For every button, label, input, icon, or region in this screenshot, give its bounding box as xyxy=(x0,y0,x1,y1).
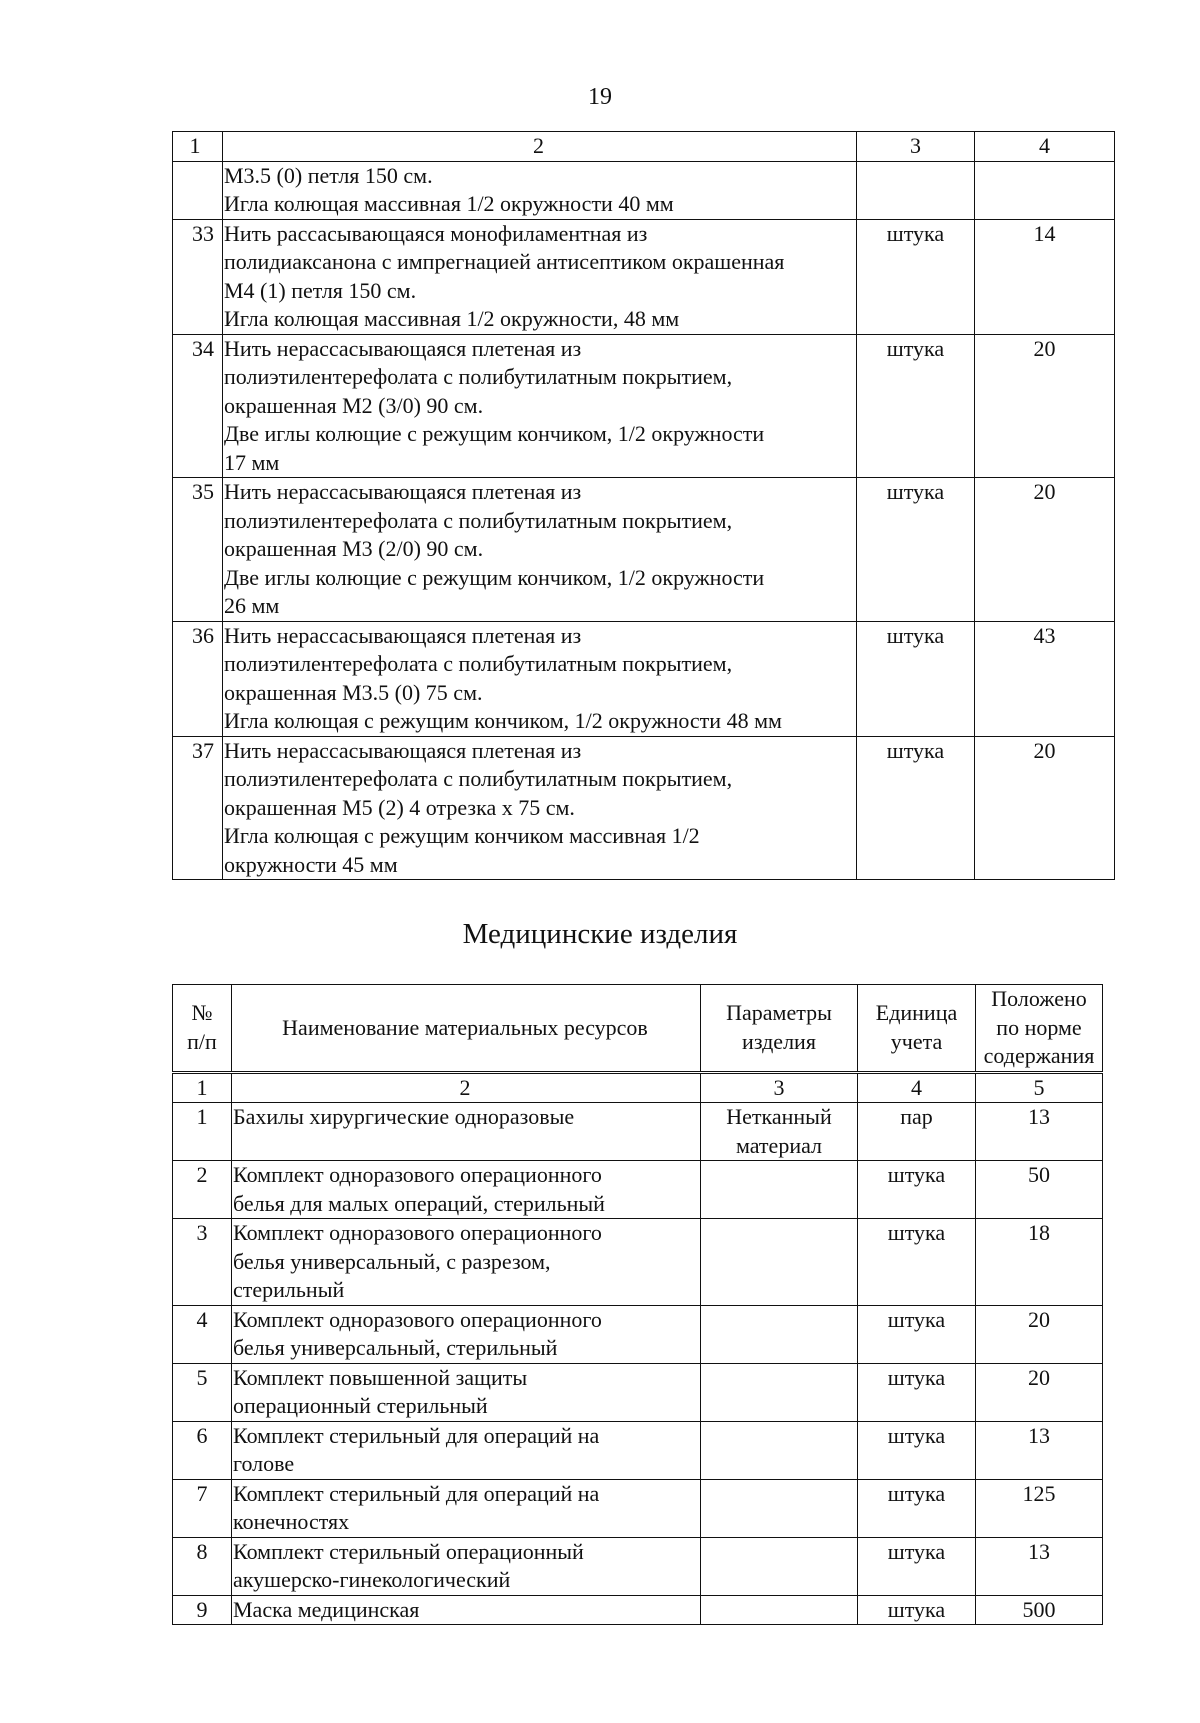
item-name-cell-line: Нить нерассасывающаяся плетеная из xyxy=(224,622,582,648)
header-params-cell-line: изделия xyxy=(742,1028,816,1054)
table-row xyxy=(173,1161,1103,1219)
quantity-cell: 14 xyxy=(975,219,1115,334)
item-name-cell-line: голове xyxy=(233,1451,295,1476)
item-name-cell-line: Комплект стерильный для операций на xyxy=(233,1422,600,1448)
table-row xyxy=(173,1421,1103,1479)
item-name-cell-line: Комплект стерильный для операций на xyxy=(233,1480,600,1506)
row-number-cell xyxy=(173,161,223,219)
row-number-cell: 9 xyxy=(173,1595,232,1625)
unit-cell: штука xyxy=(858,1363,976,1421)
quantity-cell: 20 xyxy=(976,1305,1103,1363)
quantity-cell: 13 xyxy=(976,1103,1103,1161)
header-params-cell xyxy=(701,985,858,1073)
quantity-cell: 13 xyxy=(976,1537,1103,1595)
item-name-cell-line: полиэтилентерефолата с полибутилатным покрытием, xyxy=(224,507,733,533)
table-row xyxy=(173,1219,1103,1306)
item-name-cell-line: Нить рассасывающаяся монофиламентная из xyxy=(224,220,648,246)
column-number-cell: 4 xyxy=(858,1072,976,1103)
column-number-cell: 5 xyxy=(976,1072,1103,1103)
item-name-cell-line: Комплект одноразового операционного xyxy=(233,1162,602,1187)
item-name-cell-line: 26 мм xyxy=(224,593,280,618)
item-name-cell-line: Две иглы колющие с режущим кончиком, 1/2 окружности xyxy=(224,421,765,446)
item-name-cell-line: окружности 45 мм xyxy=(224,851,398,877)
row-number-cell: 2 xyxy=(173,1161,232,1219)
table-row xyxy=(173,1479,1103,1537)
page-number: 19 xyxy=(588,84,612,110)
item-name-cell-line: белья для малых операций, стерильный xyxy=(233,1190,605,1216)
params-cell xyxy=(701,1595,858,1625)
header-number-cell-line: № xyxy=(191,1000,213,1026)
unit-cell: штука xyxy=(857,621,975,736)
quantity-cell: 20 xyxy=(975,736,1115,880)
header-unit-cell-line: учета xyxy=(890,1028,943,1054)
unit-cell: штука xyxy=(857,334,975,478)
item-name-cell-line: 17 мм xyxy=(224,449,280,475)
unit-cell: штука xyxy=(858,1305,976,1363)
column-number-cell: 2 xyxy=(223,132,857,162)
table-row xyxy=(173,1103,1103,1161)
item-name-cell-line: белья универсальный, с разрезом, xyxy=(233,1248,551,1274)
row-number-cell: 34 xyxy=(173,334,223,478)
column-number-cell: 4 xyxy=(975,132,1115,162)
column-number-cell: 1 xyxy=(173,1072,232,1103)
header-unit-cell xyxy=(858,985,976,1073)
table-row xyxy=(173,1595,1103,1625)
item-name-cell xyxy=(232,1421,701,1479)
table-row xyxy=(173,1305,1103,1363)
quantity-cell: 13 xyxy=(976,1421,1103,1479)
header-name-cell xyxy=(232,985,701,1073)
header-norm-cell-line: Положено xyxy=(991,986,1087,1011)
params-cell-line: материал xyxy=(735,1132,823,1158)
quantity-cell: 43 xyxy=(975,621,1115,736)
params-cell xyxy=(701,1479,858,1537)
unit-cell: штука xyxy=(857,219,975,334)
item-name-cell-line: Комплект одноразового операционного xyxy=(233,1306,602,1332)
item-name-cell xyxy=(223,736,857,880)
unit-cell: штука xyxy=(858,1421,976,1479)
item-name-cell-line: полиэтилентерефолата с полибутилатным покрытием, xyxy=(224,766,733,791)
item-name-cell-line: полидиаксанона с импрегнацией антисептиком окрашенная xyxy=(224,249,785,274)
quantity-cell: 20 xyxy=(975,334,1115,478)
row-number-cell: 8 xyxy=(173,1537,232,1595)
item-name-cell-line: Игла колющая с режущим кончиком массивная 1/2 xyxy=(224,823,700,848)
item-name-cell xyxy=(232,1103,701,1161)
quantity-cell: 20 xyxy=(976,1363,1103,1421)
header-norm-cell xyxy=(976,985,1103,1073)
params-cell xyxy=(701,1103,858,1161)
item-name-cell-line: Игла колющая массивная 1/2 окружности 40 мм xyxy=(224,191,674,216)
item-name-cell-line: Нить нерассасывающаяся плетеная из xyxy=(224,479,582,504)
params-cell xyxy=(701,1421,858,1479)
item-name-cell-line: конечностях xyxy=(233,1509,350,1534)
item-name-cell-line: операционный стерильный xyxy=(233,1393,488,1418)
medical-products-table xyxy=(172,984,1103,1625)
item-name-cell-line: Две иглы колющие с режущим кончиком, 1/2 окружности xyxy=(224,564,765,590)
item-name-cell xyxy=(232,1161,701,1219)
table-row xyxy=(173,161,1115,219)
item-name-cell-line: стерильный xyxy=(233,1277,345,1302)
item-name-cell-line: Нить нерассасывающаяся плетеная из xyxy=(224,737,582,763)
item-name-cell-line: окрашенная М3 (2/0) 90 см. xyxy=(224,536,484,561)
params-cell xyxy=(701,1537,858,1595)
table-header-row xyxy=(173,132,1115,162)
unit-cell: штука xyxy=(857,736,975,880)
row-number-cell: 1 xyxy=(173,1103,232,1161)
item-name-cell-line: Комплект стерильный операционный xyxy=(233,1538,584,1564)
table-row xyxy=(173,736,1115,880)
quantity-cell xyxy=(975,161,1115,219)
item-name-cell-line: Нить нерассасывающаяся плетеная из xyxy=(224,335,582,361)
item-name-cell xyxy=(232,1595,701,1625)
quantity-cell: 18 xyxy=(976,1219,1103,1306)
quantity-cell: 20 xyxy=(975,478,1115,622)
header-params-cell-line: Параметры xyxy=(726,1000,832,1026)
column-number-cell: 2 xyxy=(232,1072,701,1103)
item-name-cell-line: Бахилы хирургические одноразовые xyxy=(233,1104,575,1129)
column-numbers-row xyxy=(173,1072,1103,1103)
row-number-cell: 33 xyxy=(173,219,223,334)
params-cell xyxy=(701,1219,858,1306)
supplies-table-continued xyxy=(172,131,1115,880)
row-number-cell: 7 xyxy=(173,1479,232,1537)
item-name-cell xyxy=(232,1305,701,1363)
row-number-cell: 5 xyxy=(173,1363,232,1421)
table-row xyxy=(173,621,1115,736)
params-cell-line: Нетканный xyxy=(726,1104,832,1129)
unit-cell: штука xyxy=(858,1537,976,1595)
unit-cell: штука xyxy=(858,1479,976,1537)
params-cell xyxy=(701,1161,858,1219)
section-title: Медицинские изделия xyxy=(462,918,738,950)
item-name-cell xyxy=(223,219,857,334)
unit-cell xyxy=(857,161,975,219)
table-row xyxy=(173,219,1115,334)
table-row xyxy=(173,334,1115,478)
item-name-cell xyxy=(223,621,857,736)
unit-cell: штука xyxy=(858,1219,976,1306)
header-name-cell-line: Наименование материальных ресурсов xyxy=(282,1014,648,1040)
item-name-cell xyxy=(223,334,857,478)
item-name-cell-line: окрашенная М5 (2) 4 отрезка х 75 см. xyxy=(224,794,575,820)
item-name-cell xyxy=(232,1537,701,1595)
column-number-cell: 1 xyxy=(173,132,223,162)
row-number-cell: 4 xyxy=(173,1305,232,1363)
item-name-cell-line: белья универсальный, стерильный xyxy=(233,1335,558,1360)
item-name-cell-line: Комплект повышенной защиты xyxy=(233,1364,528,1390)
quantity-cell: 125 xyxy=(976,1479,1103,1537)
item-name-cell-line: полиэтилентерефолата с полибутилатным покрытием, xyxy=(224,364,733,389)
unit-cell: штука xyxy=(858,1595,976,1625)
header-number-cell xyxy=(173,985,232,1073)
row-number-cell: 36 xyxy=(173,621,223,736)
item-name-cell xyxy=(223,478,857,622)
item-name-cell-line: М4 (1) петля 150 см. xyxy=(224,277,417,303)
row-number-cell: 37 xyxy=(173,736,223,880)
row-number-cell: 3 xyxy=(173,1219,232,1306)
item-name-cell xyxy=(223,161,857,219)
item-name-cell-line: полиэтилентерефолата с полибутилатным покрытием, xyxy=(224,651,733,676)
header-norm-cell-line: по норме xyxy=(996,1014,1082,1040)
table-row xyxy=(173,1363,1103,1421)
row-number-cell: 35 xyxy=(173,478,223,622)
item-name-cell-line: Игла колющая с режущим кончиком, 1/2 окружности 48 мм xyxy=(224,708,782,733)
quantity-cell: 50 xyxy=(976,1161,1103,1219)
quantity-cell: 500 xyxy=(976,1595,1103,1625)
item-name-cell xyxy=(232,1479,701,1537)
unit-cell: штука xyxy=(857,478,975,622)
table-row xyxy=(173,1537,1103,1595)
item-name-cell-line: Комплект одноразового операционного xyxy=(233,1220,602,1245)
header-norm-cell-line: содержания xyxy=(983,1043,1095,1068)
table-row xyxy=(173,478,1115,622)
unit-cell: штука xyxy=(858,1161,976,1219)
item-name-cell-line: Маска медицинская xyxy=(233,1596,420,1622)
item-name-cell-line: окрашенная М3.5 (0) 75 см. xyxy=(224,679,483,705)
item-name-cell-line: Игла колющая массивная 1/2 окружности, 48 мм xyxy=(224,306,680,331)
header-unit-cell-line: Единица xyxy=(875,1000,958,1026)
header-number-cell-line: п/п xyxy=(187,1028,217,1054)
params-cell xyxy=(701,1305,858,1363)
params-cell xyxy=(701,1363,858,1421)
item-name-cell-line: окрашенная М2 (3/0) 90 см. xyxy=(224,392,484,418)
unit-cell: пар xyxy=(858,1103,976,1161)
column-number-cell: 3 xyxy=(701,1072,858,1103)
table-header-row xyxy=(173,985,1103,1073)
item-name-cell-line: акушерско-гинекологический xyxy=(233,1567,511,1592)
row-number-cell: 6 xyxy=(173,1421,232,1479)
column-number-cell: 3 xyxy=(857,132,975,162)
item-name-cell xyxy=(232,1363,701,1421)
item-name-cell-line: М3.5 (0) петля 150 см. xyxy=(224,162,433,188)
item-name-cell xyxy=(232,1219,701,1306)
